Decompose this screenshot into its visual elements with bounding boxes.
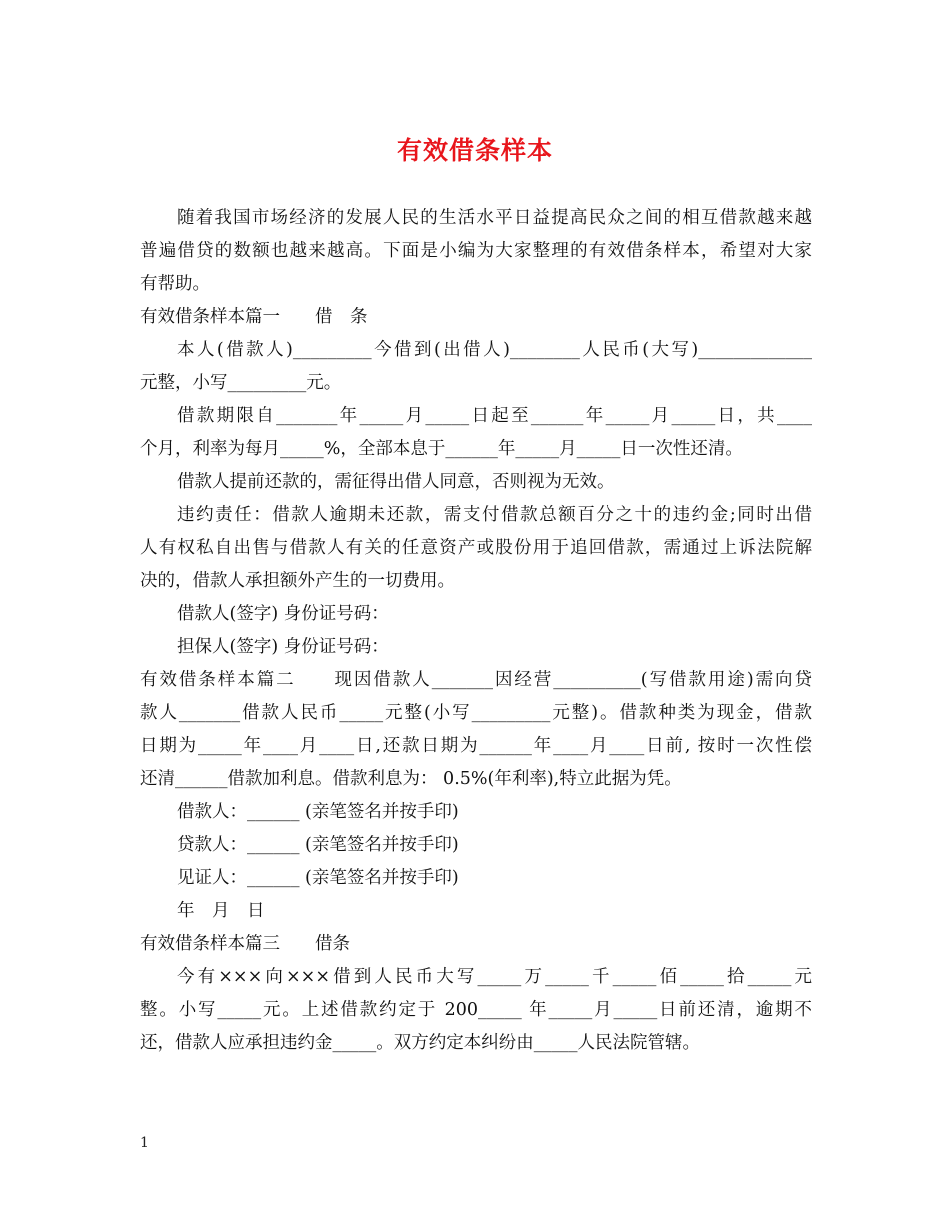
paragraph-line: 决的，借款人承担额外产生的一切费用。 xyxy=(140,571,455,591)
paragraph-line: 还，借款人应承担违约金_____。双方约定本纠纷由_____人民法院管辖。 xyxy=(140,1033,700,1053)
paragraph-line: 日期为_____年____月____日,还款日期为______年____月____日前, 按时一次性偿 xyxy=(140,736,812,756)
paragraph-line: 个月，利率为每月_____%，全部本息于______年_____月_____日一次性还清。 xyxy=(140,439,743,459)
document-title: 有效借条样本 xyxy=(396,136,553,165)
signature-line: 见证人：______ (亲笔签名并按手印) xyxy=(177,868,459,888)
signature-line: 借款人(签字) 身份证号码： xyxy=(177,604,389,624)
paragraph-line: 违约责任：借款人逾期未还款，需支付借款总额百分之十的违约金;同时出借 xyxy=(177,505,812,525)
section-heading-2: 有效借条样本篇二 现因借款人_______因经营__________(写借款用途)需向贷 xyxy=(140,670,812,690)
section-heading-3: 有效借条样本篇三 借条 xyxy=(140,934,350,954)
paragraph-line: 元整，小写_________元。 xyxy=(140,373,342,393)
paragraph-line: 有帮助。 xyxy=(140,274,210,294)
paragraph-line: 随着我国市场经济的发展人民的生活水平日益提高民众之间的相互借款越来越 xyxy=(177,208,812,228)
paragraph-line: 整。小写_____元。上述借款约定于 200_____ 年_____月_____日前还清，逾期不 xyxy=(140,1000,812,1020)
paragraph-line: 还清______借款加利息。借款利息为： 0.5%(年利率),特立此据为凭。 xyxy=(140,769,682,789)
signature-line: 贷款人：______ (亲笔签名并按手印) xyxy=(177,835,459,855)
paragraph-line: 今有×××向×××借到人民币大写_____万_____千_____佰_____拾_____元 xyxy=(177,967,812,987)
paragraph-line: 借款人提前还款的，需征得出借人同意，否则视为无效。 xyxy=(177,472,615,492)
page-number: 1 xyxy=(140,1135,149,1151)
signature-line: 担保人(签字) 身份证号码： xyxy=(177,637,389,657)
section-heading-1: 有效借条样本篇一 借 条 xyxy=(140,307,368,327)
date-line: 年 月 日 xyxy=(177,901,265,921)
signature-line: 借款人：______ (亲笔签名并按手印) xyxy=(177,802,459,822)
paragraph-line: 人有权私自出售与借款人有关的任意资产或股份用于追回借款，需通过上诉法院解 xyxy=(140,538,812,558)
paragraph-line: 本人(借款人)_________今借到(出借人)________人民币(大写)_____________ xyxy=(177,340,812,360)
paragraph-line: 普遍借贷的数额也越来越高。下面是小编为大家整理的有效借条样本，希望对大家 xyxy=(140,241,812,261)
paragraph-line: 款人_______借款人民币_____元整(小写_________元整)。借款种类为现金，借款 xyxy=(140,703,812,723)
document-body xyxy=(140,202,812,1060)
paragraph-line: 借款期限自_______年_____月_____日起至______年_____月_____日，共____ xyxy=(177,406,812,426)
